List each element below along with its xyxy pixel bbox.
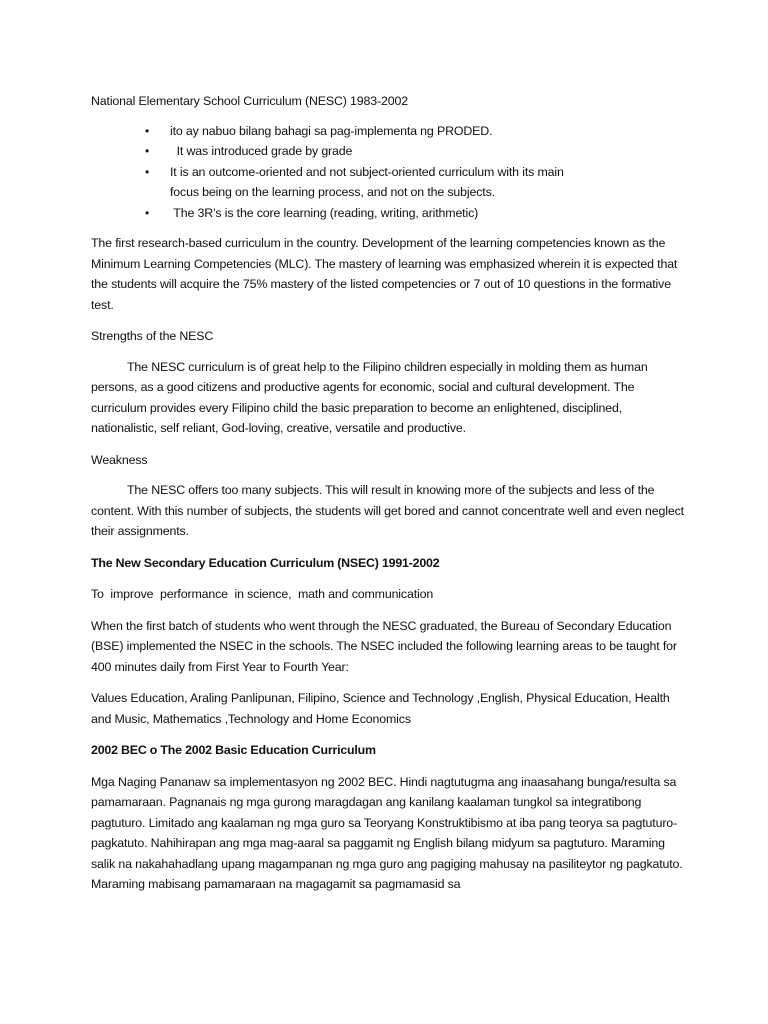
nsec-learning-areas: Values Education, Araling Panlipunan, Filipino, Science and Technology ,English, Physical Education, Health and Music, Mathematics ,Technology and Home Economics <box>91 691 670 726</box>
bullet-text: It was introduced grade by grade <box>170 144 353 158</box>
list-item <box>91 121 691 142</box>
nesc-title: National Elementary School Curriculum (NESC) 1983-2002 <box>91 94 408 108</box>
bullet-text: It is an outcome-oriented and not subject-oriented curriculum with its main focus being on the learning process, and not on the subjects. <box>170 164 564 199</box>
document-body <box>91 91 691 906</box>
bullet-icon: • <box>145 164 150 179</box>
bullet-text: ito ay nabuo bilang bahagi sa pag-implementa ng PRODED. <box>170 123 493 138</box>
nsec-description-paragraph: When the first batch of students who went through the NESC graduated, the Bureau of Secondary Education (BSE) implemented the NSEC in the schools. The NSEC included the following learning areas to be taught for 400 minutes daily from First Year to Fourth Year: <box>91 618 677 674</box>
bullet-text: The 3R’s is the core learning (reading, writing, arithmetic) <box>170 205 479 220</box>
weakness-heading: Weakness <box>91 452 148 467</box>
list-item <box>91 203 691 224</box>
weakness-paragraph: The NESC offers too many subjects. This will result in knowing more of the subjects and less of the content. With this number of subjects, the students will get bored and cannot concentrate well and even neglect their assignments. <box>91 483 684 538</box>
nsec-goal: To improve performance in science, math and communication <box>91 587 434 601</box>
nsec-title: The New Secondary Education Curriculum (NSEC) 1991-2002 <box>91 555 440 570</box>
strengths-paragraph: The NESC curriculum is of great help to the Filipino children especially in molding them as human persons, as a good citizens and productive agents for economic, social and cultural development. The curriculum provides every Filipino child the basic preparation to become an enlightened, disciplined, nationalistic, self reliant, God-loving, creative, versatile and productive. <box>91 359 648 435</box>
nesc-intro-paragraph: The first research-based curriculum in the country. Development of the learning competencies known as the Minimum Learning Competencies (MLC). The mastery of learning was emphasized wherein it is expected that the students will acquire the 75% mastery of the listed competencies or 7 out of 10 questions in the formative test. <box>91 236 678 312</box>
bullet-icon: • <box>145 205 150 220</box>
bullet-icon: • <box>145 144 150 158</box>
list-item <box>91 162 691 203</box>
strengths-heading: Strengths of the NESC <box>91 329 214 343</box>
bec-paragraph: Mga Naging Pananaw sa implementasyon ng 2002 BEC. Hindi nagtutugma ang inaasahang bunga/resulta sa pamamaraan. Pagnanais ng mga gurong maragdagan ang kanilang kaalaman tungkol sa integratibong pagtuturo. Limitado ang kaalaman ng mga guro sa Teoryang Konstruktibismo at iba pang teorya sa pagtuturo- pagkatuto. Nahihirapan ang mga mag-aaral sa paggamit ng English bilang midyum sa pagtuturo. Maraming salik na nakahahadlang upang magampanan ng mga guro ang pagiging mahusay na pasiliteytor ng pagkatuto. Maraming mabisang pamamaraan na magagamit sa pagmamasid sa <box>91 774 683 891</box>
bullet-icon: • <box>145 123 150 138</box>
nesc-bullet-list <box>91 121 691 224</box>
list-item <box>91 141 691 162</box>
bec-title: 2002 BEC o The 2002 Basic Education Curriculum <box>91 743 376 757</box>
